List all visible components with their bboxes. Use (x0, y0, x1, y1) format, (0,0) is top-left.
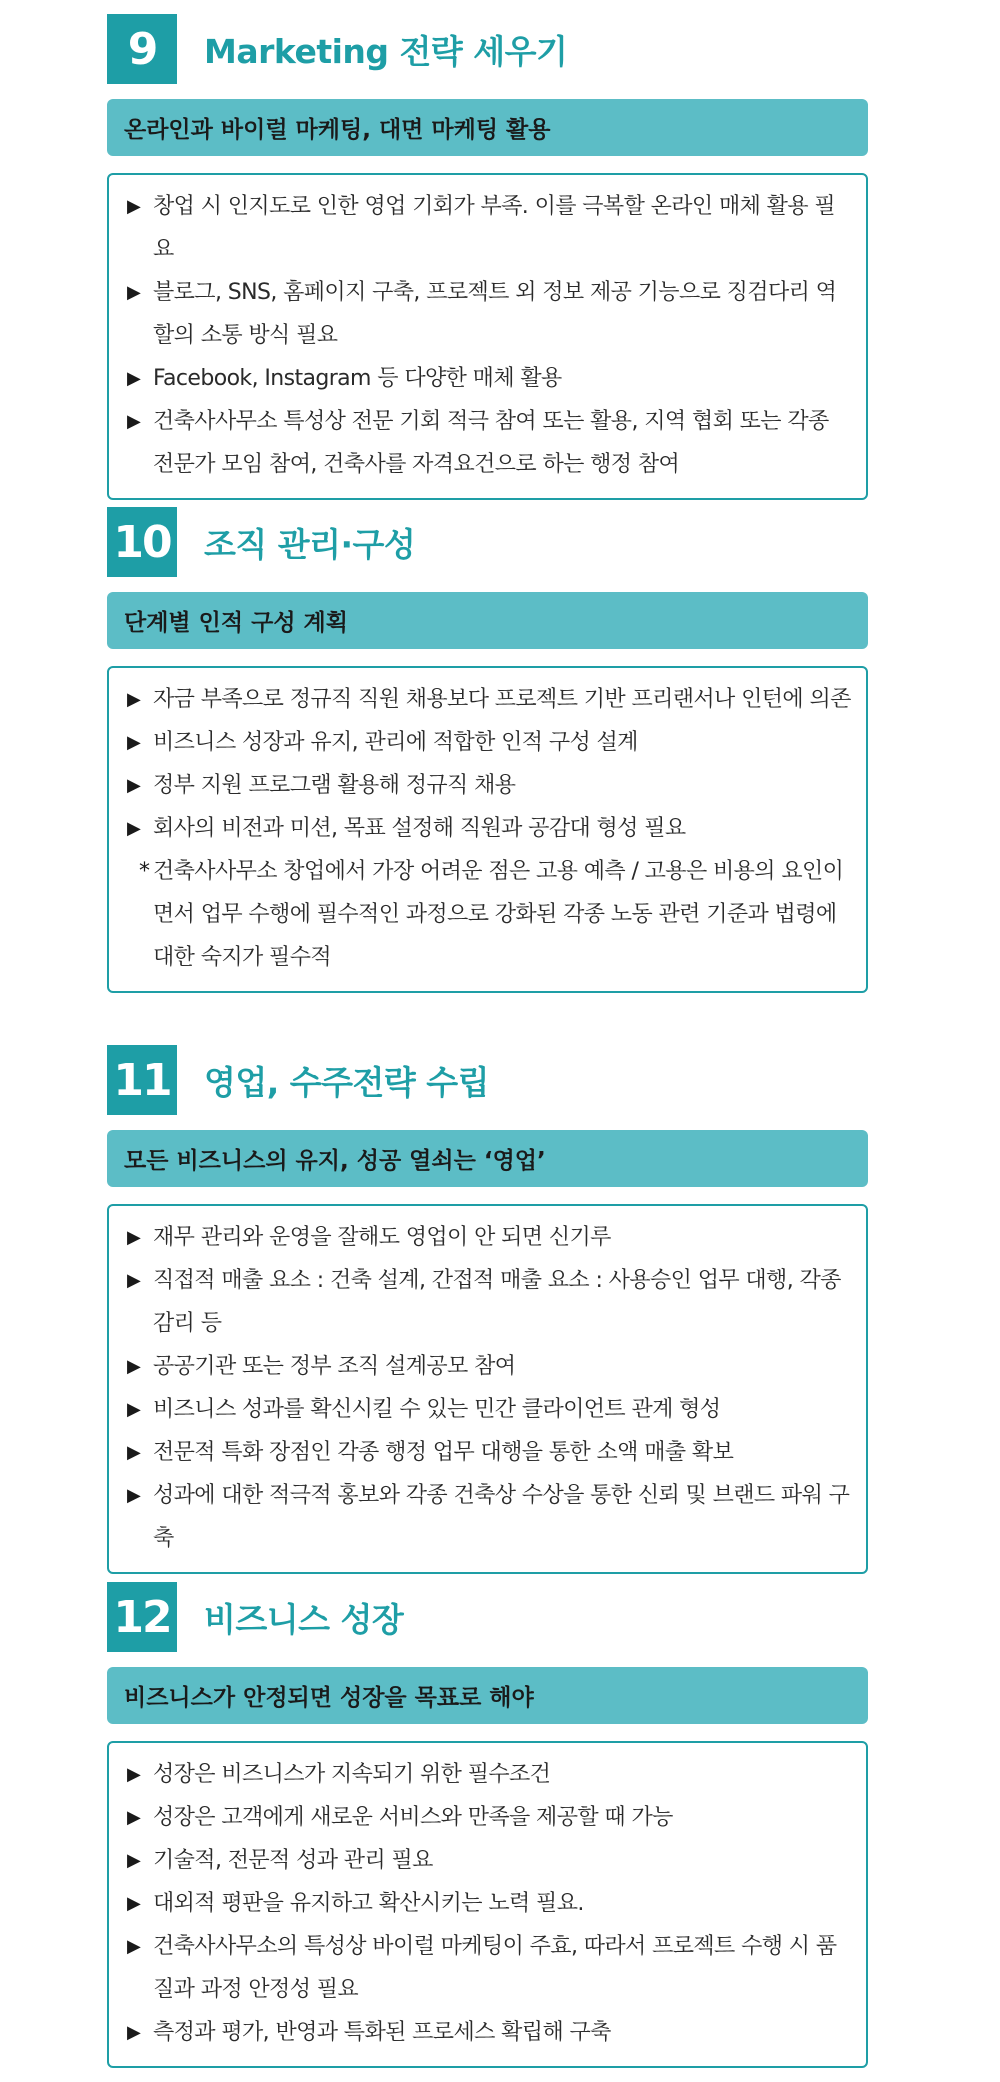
bullet-text: 건축사사무소 특성상 전문 기회 적극 참여 또는 활용, 지역 협회 또는 각종 전문가 모임 참여, 건축사를 자격요건으로 하는 행정 참여 (153, 409, 829, 477)
bullet-text: 재무 관리와 운영을 잘해도 영업이 안 되면 신기루 (153, 1225, 611, 1250)
section-number-badge: 10 (107, 507, 177, 577)
arrow-bullet-icon: ▶ (127, 411, 141, 432)
bullet-text: 직접적 매출 요소 : 건축 설계, 간접적 매출 요소 : 사용승인 업무 대행, 각종 감리 등 (153, 1268, 841, 1336)
section-subtitle-bar: 모든 비즈니스의 유지, 성공 열쇠는 ‘영업’ (107, 1130, 868, 1187)
section-subtitle-bar: 온라인과 바이럴 마케팅, 대면 마케팅 활용 (107, 99, 868, 156)
section-header (107, 1582, 868, 1652)
section-number-badge: 9 (107, 14, 177, 84)
bullet-box (107, 666, 868, 993)
arrow-bullet-icon: ▶ (127, 1893, 141, 1914)
arrow-bullet-icon: ▶ (127, 1356, 141, 1377)
section-title: Marketing 전략 세우기 (204, 31, 568, 71)
bullet-item (127, 1839, 852, 1882)
bullet-text: Facebook, Instagram 등 다양한 매체 활용 (153, 366, 562, 391)
bullet-text: 대외적 평판을 유지하고 확산시키는 노력 필요. (153, 1891, 584, 1916)
arrow-bullet-icon: ▶ (127, 1227, 141, 1248)
arrow-bullet-icon: ▶ (127, 196, 141, 217)
bullet-item (127, 1753, 852, 1796)
bullet-text: 자금 부족으로 정규직 직원 채용보다 프로젝트 기반 프리랜서나 인턴에 의존 (153, 687, 851, 712)
arrow-bullet-icon: ▶ (127, 818, 141, 839)
section-subtitle-bar: 단계별 인적 구성 계획 (107, 592, 868, 649)
bullet-item (127, 357, 852, 400)
bullet-item (127, 2011, 852, 2054)
bullet-item (127, 678, 852, 721)
section-header (107, 507, 868, 577)
arrow-bullet-icon: ▶ (127, 1399, 141, 1420)
bullet-text: 공공기관 또는 정부 조직 설계공모 참여 (153, 1354, 516, 1379)
bullet-text: 비즈니스 성과를 확신시킬 수 있는 민간 클라이언트 관계 형성 (153, 1397, 721, 1422)
arrow-bullet-icon: ▶ (127, 1764, 141, 1785)
bullet-text: 전문적 특화 장점인 각종 행정 업무 대행을 통한 소액 매출 확보 (153, 1440, 734, 1465)
arrow-bullet-icon: ▶ (127, 2022, 141, 2043)
bullet-item (127, 1431, 852, 1474)
section-12 (107, 1582, 868, 2068)
bullet-text: 성장은 비즈니스가 지속되기 위한 필수조건 (153, 1762, 551, 1787)
arrow-bullet-icon: ▶ (127, 689, 141, 710)
bullet-item (127, 1388, 852, 1431)
bullet-item (127, 1882, 852, 1925)
bullet-text: 측정과 평가, 반영과 특화된 프로세스 확립해 구축 (153, 2020, 611, 2045)
section-title: 조직 관리·구성 (204, 524, 416, 564)
arrow-bullet-icon: ▶ (127, 368, 141, 389)
note-text: 건축사사무소 창업에서 가장 어려운 점은 고용 예측 / 고용은 비용의 요인이면서 업무 수행에 필수적인 과정으로 강화된 각종 노동 관련 기준과 법령에 대한 숙지가 필수적 (153, 859, 844, 970)
arrow-bullet-icon: ▶ (127, 775, 141, 796)
bullet-text: 건축사사무소의 특성상 바이럴 마케팅이 주효, 따라서 프로젝트 수행 시 품질과 과정 안정성 필요 (153, 1934, 837, 2002)
bullet-item (127, 185, 852, 271)
bullet-item (127, 1796, 852, 1839)
bullet-item (127, 764, 852, 807)
bullet-item (127, 271, 852, 357)
section-header (107, 1045, 868, 1115)
bullet-item (127, 721, 852, 764)
section-9 (107, 14, 868, 500)
section-number-badge: 12 (107, 1582, 177, 1652)
arrow-bullet-icon: ▶ (127, 1807, 141, 1828)
section-number-badge: 11 (107, 1045, 177, 1115)
arrow-bullet-icon: ▶ (127, 1850, 141, 1871)
bullet-box (107, 173, 868, 500)
section-11 (107, 1045, 868, 1574)
arrow-bullet-icon: ▶ (127, 1270, 141, 1291)
arrow-bullet-icon: ▶ (127, 1442, 141, 1463)
bullet-text: 기술적, 전문적 성과 관리 필요 (153, 1848, 433, 1873)
bullet-text: 회사의 비전과 미션, 목표 설정해 직원과 공감대 형성 필요 (153, 816, 686, 841)
bullet-box (107, 1204, 868, 1574)
bullet-item (127, 1345, 852, 1388)
bullet-text: 정부 지원 프로그램 활용해 정규직 채용 (153, 773, 516, 798)
bullet-item (127, 400, 852, 486)
bullet-text: 성과에 대한 적극적 홍보와 각종 건축상 수상을 통한 신뢰 및 브랜드 파워 구축 (153, 1483, 850, 1551)
bullet-item (127, 1925, 852, 2011)
asterisk-icon: * (139, 859, 150, 884)
arrow-bullet-icon: ▶ (127, 1936, 141, 1957)
section-header (107, 14, 868, 84)
bullet-item (127, 1216, 852, 1259)
bullet-text: 창업 시 인지도로 인한 영업 기회가 부족. 이를 극복할 온라인 매체 활용 필요 (153, 194, 836, 262)
section-title: 비즈니스 성장 (204, 1599, 404, 1639)
bullet-item (127, 1259, 852, 1345)
arrow-bullet-icon: ▶ (127, 282, 141, 303)
note-item (127, 850, 852, 979)
bullet-text: 블로그, SNS, 홈페이지 구축, 프로젝트 외 정보 제공 기능으로 징검다리 역할의 소통 방식 필요 (153, 280, 837, 348)
section-title: 영업, 수주전략 수립 (204, 1062, 490, 1102)
bullet-text: 성장은 고객에게 새로운 서비스와 만족을 제공할 때 가능 (153, 1805, 673, 1830)
bullet-item (127, 1474, 852, 1560)
arrow-bullet-icon: ▶ (127, 1485, 141, 1506)
arrow-bullet-icon: ▶ (127, 732, 141, 753)
bullet-text: 비즈니스 성장과 유지, 관리에 적합한 인적 구성 설계 (153, 730, 638, 755)
bullet-item (127, 807, 852, 850)
bullet-box (107, 1741, 868, 2068)
section-10 (107, 507, 868, 993)
section-subtitle-bar: 비즈니스가 안정되면 성장을 목표로 해야 (107, 1667, 868, 1724)
